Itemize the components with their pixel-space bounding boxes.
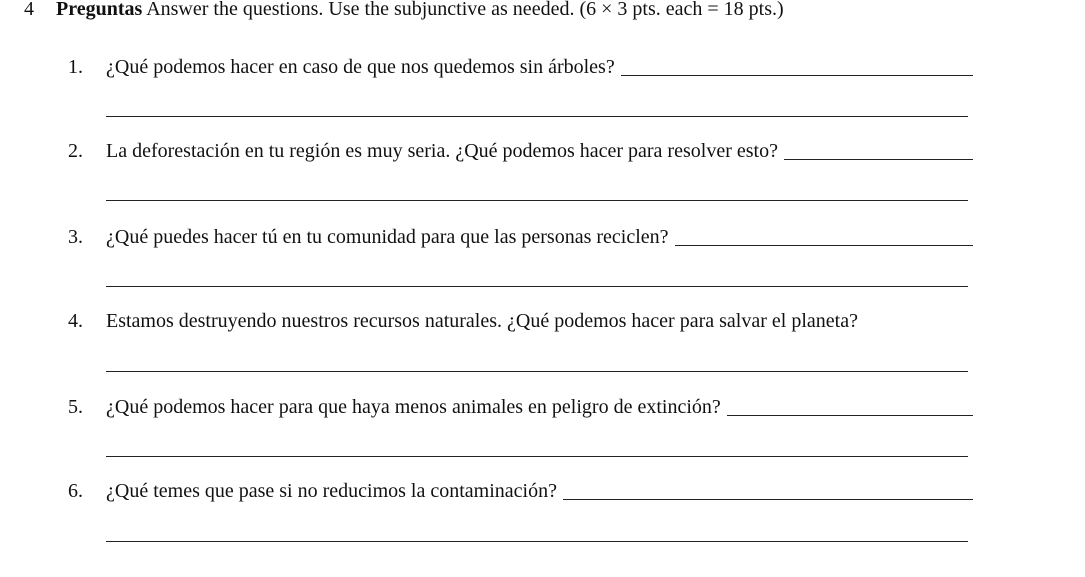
question-4 (68, 309, 973, 333)
answer-line-2[interactable] (106, 200, 968, 201)
question-number: 2. (68, 140, 83, 162)
section-instructions: Answer the questions. Use the subjunctive as needed. (6 × 3 pts. each = 18 pts.) (142, 0, 784, 20)
answer-line-1[interactable] (106, 116, 968, 117)
question-5 (68, 395, 973, 419)
question-number: 6. (68, 480, 83, 502)
answer-blank-inline[interactable] (727, 397, 973, 416)
section-number: 4 (24, 0, 34, 20)
answer-blank-inline[interactable] (784, 141, 973, 160)
question-number: 5. (68, 396, 83, 418)
section-title: Preguntas (56, 0, 143, 20)
answer-blank-inline[interactable] (563, 481, 973, 500)
answer-line-3[interactable] (106, 286, 968, 287)
answer-blank-inline[interactable] (621, 57, 973, 76)
question-text: ¿Qué podemos hacer en caso de que nos quedemos sin árboles? (106, 56, 615, 78)
question-3 (68, 225, 973, 249)
question-6 (68, 479, 973, 503)
question-number: 3. (68, 226, 83, 248)
section-header (24, 0, 784, 21)
question-text: Estamos destruyendo nuestros recursos naturales. ¿Qué podemos hacer para salvar el planeta? (106, 310, 858, 332)
answer-line-6[interactable] (106, 541, 968, 542)
answer-blank-inline[interactable] (675, 227, 973, 246)
question-number: 1. (68, 56, 83, 78)
question-text: ¿Qué puedes hacer tú en tu comunidad para que las personas reciclen? (106, 226, 669, 248)
question-1 (68, 55, 973, 79)
question-text: ¿Qué temes que pase si no reducimos la contaminación? (106, 480, 557, 502)
answer-line-5[interactable] (106, 456, 968, 457)
question-text: La deforestación en tu región es muy seria. ¿Qué podemos hacer para resolver esto? (106, 140, 778, 162)
question-number: 4. (68, 310, 83, 332)
question-2 (68, 139, 973, 163)
answer-line-4[interactable] (106, 371, 968, 372)
question-text: ¿Qué podemos hacer para que haya menos animales en peligro de extinción? (106, 396, 721, 418)
